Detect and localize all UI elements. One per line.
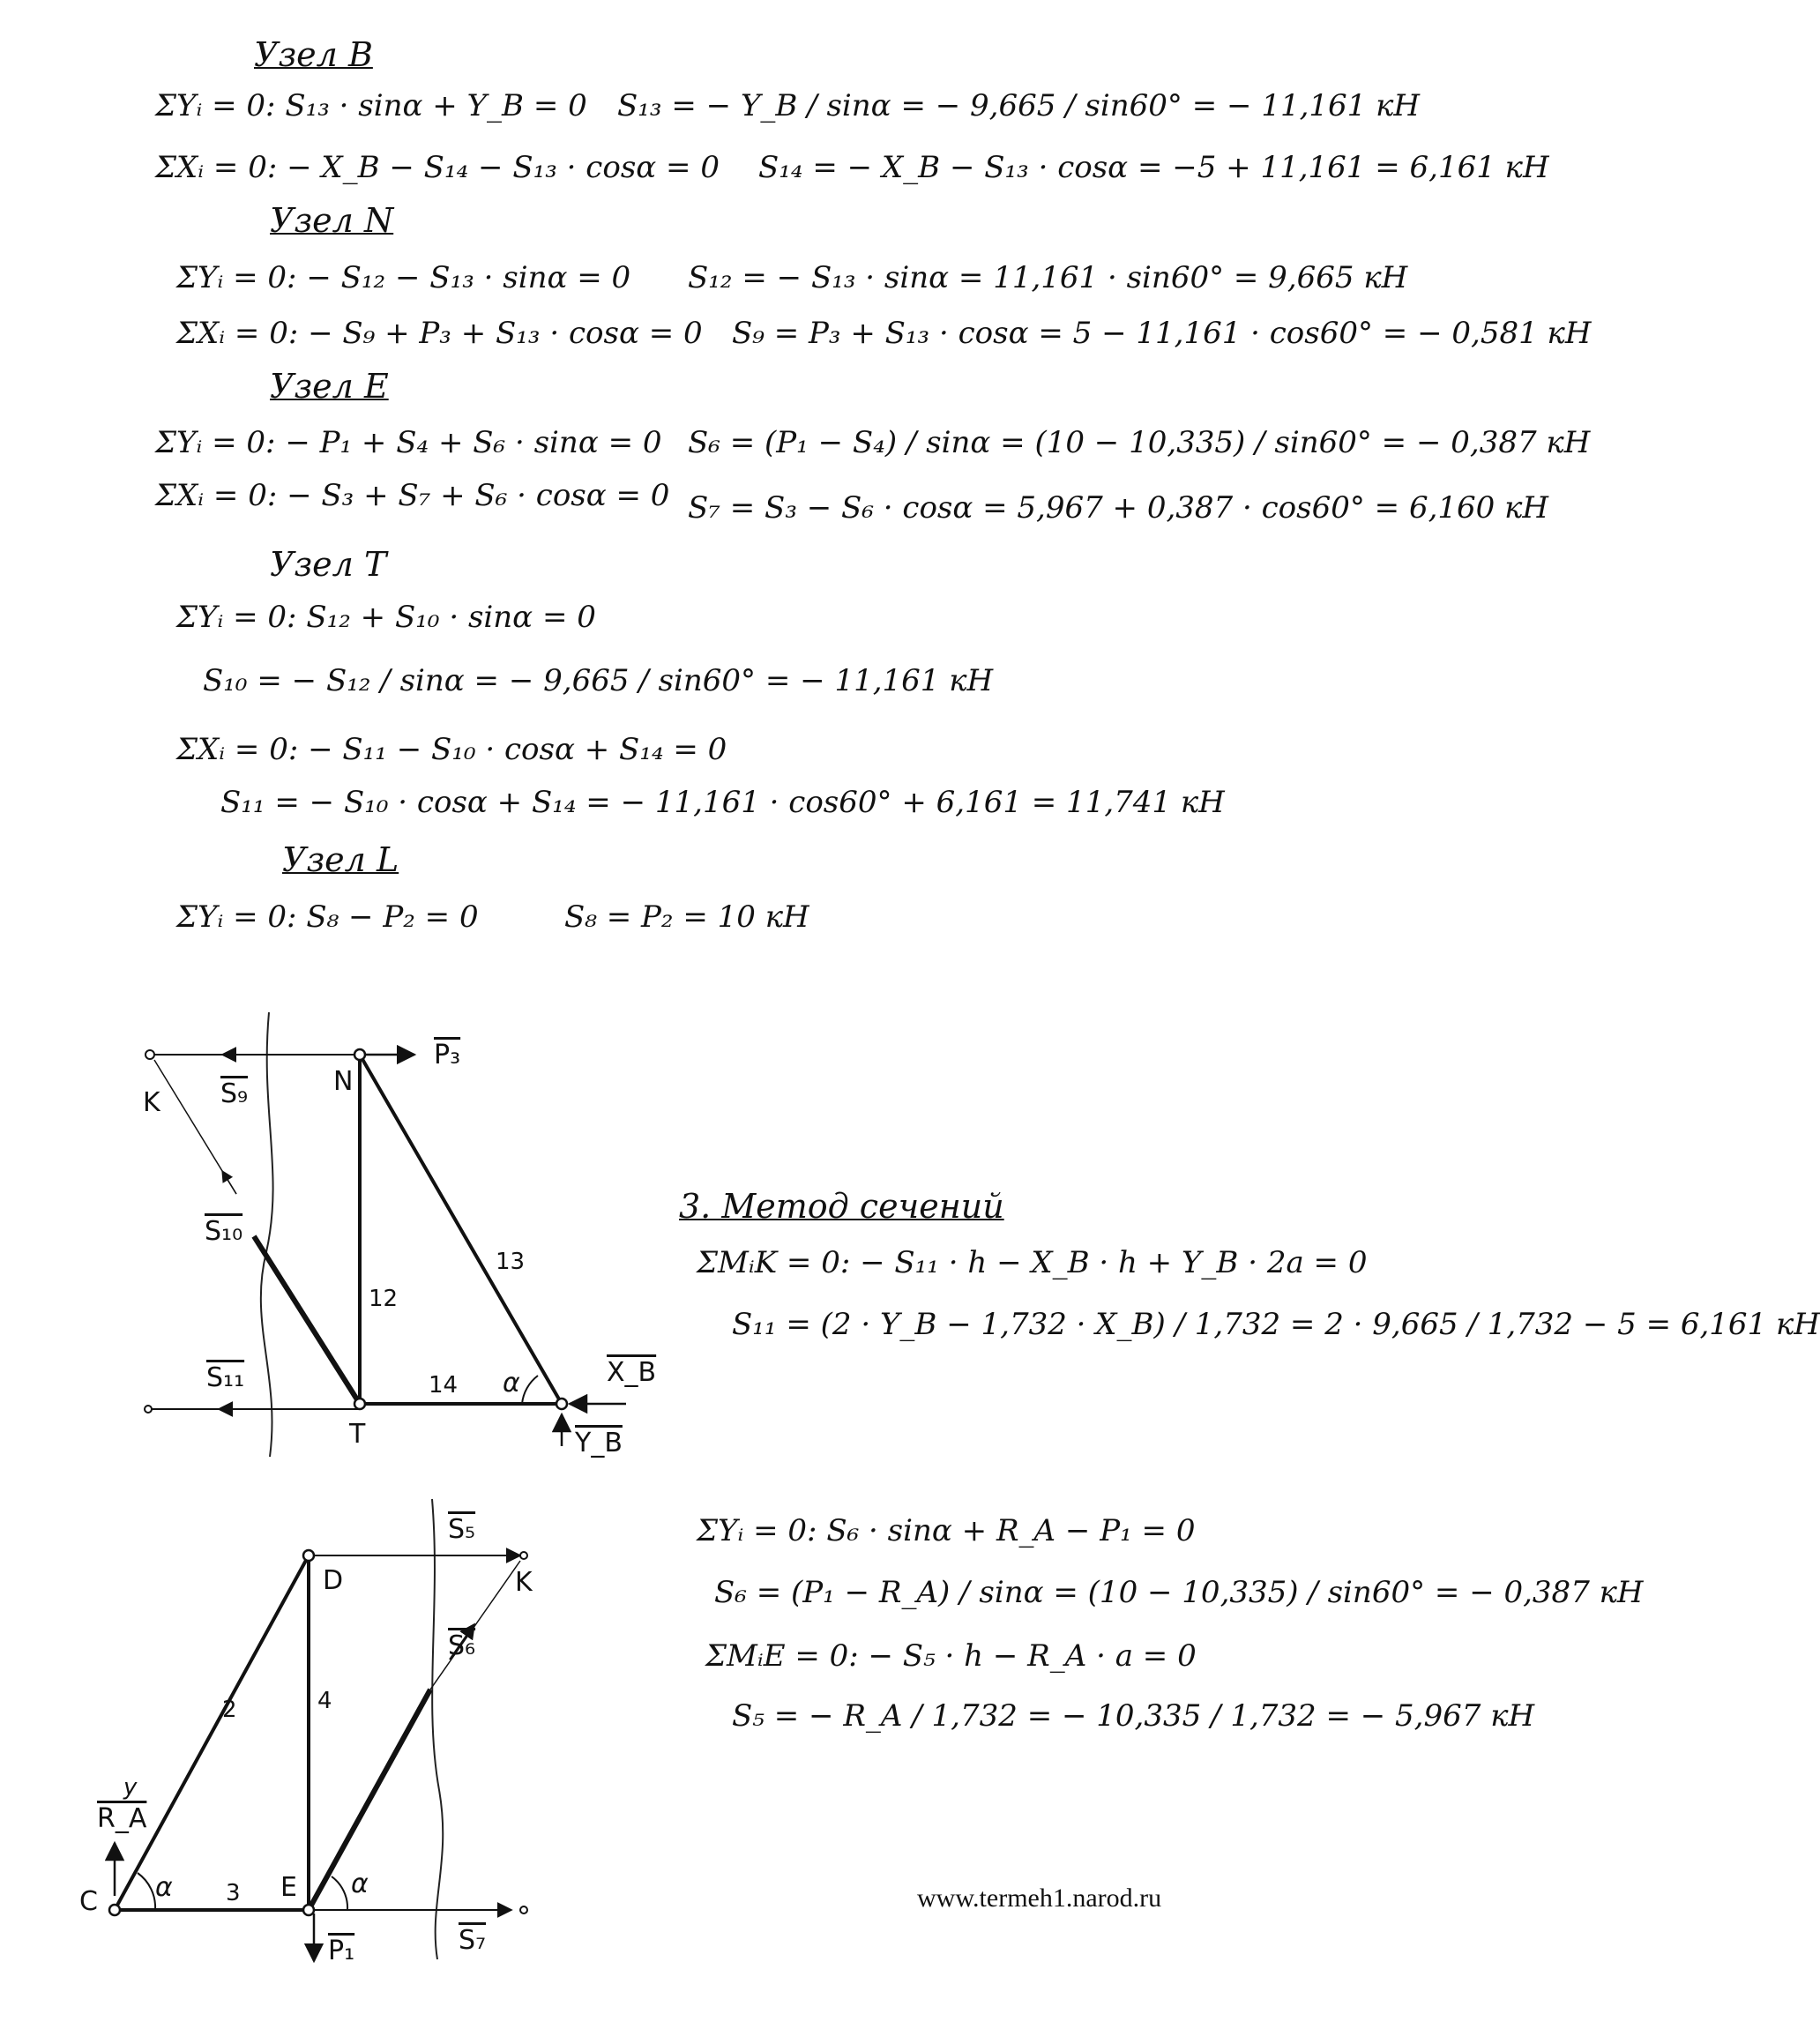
node-left-stub — [145, 1406, 152, 1413]
s10-arrow — [222, 1171, 236, 1194]
method-eq1: ΣMᵢK = 0: − S₁₁ · h − X_B · h + Y_B · 2a = 0 — [697, 1245, 1368, 1280]
section-cut-line-top — [261, 1012, 273, 1457]
label-member-12: 12 — [369, 1286, 399, 1312]
node-n-eq1: ΣYᵢ = 0: − S₁₂ − S₁₃ · sinα = 0 — [176, 260, 631, 295]
label-d: D — [323, 1565, 344, 1596]
node-t — [354, 1399, 365, 1409]
node-c — [109, 1905, 120, 1915]
label-e: E — [280, 1872, 297, 1903]
node-e-title: Узел E — [270, 367, 389, 406]
node-k-top — [145, 1050, 154, 1059]
label-s11: S₁₁ — [206, 1362, 245, 1393]
label-alpha-top: α — [503, 1368, 520, 1399]
label-alpha-e: α — [351, 1869, 369, 1899]
section-cut-line-bottom — [432, 1499, 443, 1959]
label-k-top: K — [143, 1087, 160, 1118]
node-n — [354, 1049, 365, 1060]
footer-url: www.termeh1.narod.ru — [917, 1884, 1162, 1913]
node-b-eq2: ΣXᵢ = 0: − X_B − S₁₄ − S₁₃ · cosα = 0 — [155, 150, 720, 185]
label-y-axis: y — [123, 1774, 138, 1801]
node-e — [303, 1905, 314, 1915]
node-t-eq2: ΣXᵢ = 0: − S₁₁ − S₁₀ · cosα + S₁₄ = 0 — [176, 732, 727, 767]
node-t-res1: S₁₀ = − S₁₂ / sinα = − 9,665 / sin60° = − 11,161 кН — [203, 663, 994, 698]
label-p1: P₁ — [328, 1936, 355, 1966]
node-n-res2: S₉ = P₃ + S₁₃ · cosα = 5 − 11,161 · cos60° = − 0,581 кН — [732, 316, 1592, 351]
node-b-eq1: ΣYᵢ = 0: S₁₃ · sinα + Y_B = 0 — [155, 88, 587, 123]
label-k-bottom: K — [515, 1567, 533, 1598]
node-t-res2: S₁₁ = − S₁₀ · cosα + S₁₄ = − 11,161 · cos60° + 6,161 = 11,741 кН — [220, 785, 1225, 820]
label-member-4: 4 — [317, 1688, 332, 1714]
method-eq2: ΣYᵢ = 0: S₆ · sinα + R_A − P₁ = 0 — [697, 1513, 1196, 1548]
alpha-arc-c — [138, 1873, 155, 1910]
node-e-eq2: ΣXᵢ = 0: − S₃ + S₇ + S₆ · cosα = 0 — [155, 478, 670, 513]
label-s7: S₇ — [459, 1925, 487, 1956]
label-p3: P₃ — [434, 1040, 461, 1070]
bar-6-thick — [309, 1690, 430, 1910]
label-s9: S₉ — [220, 1078, 249, 1109]
bar-2 — [115, 1555, 309, 1910]
node-b-title: Узел B — [254, 35, 373, 74]
label-ra: R_A — [97, 1803, 147, 1834]
label-t: T — [349, 1419, 366, 1450]
label-s6: S₆ — [448, 1630, 476, 1661]
node-t-title: Узел T — [270, 545, 387, 584]
label-member-14: 14 — [429, 1372, 459, 1399]
label-s10: S₁₀ — [205, 1216, 243, 1247]
label-xb: X_B — [607, 1357, 657, 1388]
label-member-2: 2 — [222, 1697, 237, 1723]
node-b — [556, 1399, 567, 1409]
node-n-res1: S₁₂ = − S₁₃ · sinα = 11,161 · sin60° = 9,665 кН — [688, 260, 1408, 295]
label-alpha-c: α — [155, 1872, 173, 1903]
label-n: N — [333, 1066, 354, 1097]
method-res3: S₅ = − R_A / 1,732 = − 10,335 / 1,732 = − 5,967 кН — [732, 1698, 1535, 1734]
node-n-title: Узел N — [270, 201, 394, 240]
bar-13 — [360, 1055, 562, 1404]
method-res2: S₆ = (P₁ − R_A) / sinα = (10 − 10,335) / sin60° = − 0,387 кН — [714, 1575, 1644, 1610]
node-e-res2: S₇ = S₃ − S₆ · cosα = 5,967 + 0,387 · cos60° = 6,160 кН — [688, 490, 1549, 526]
label-member-3: 3 — [226, 1880, 241, 1906]
method-res1: S₁₁ = (2 · Y_B − 1,732 · X_B) / 1,732 = 2 · 9,665 / 1,732 − 5 = 6,161 кН — [732, 1307, 1820, 1342]
alpha-arc-e — [332, 1876, 347, 1910]
label-member-13: 13 — [496, 1249, 526, 1275]
node-l-title: Узел L — [282, 840, 399, 879]
node-e-eq1: ΣYᵢ = 0: − P₁ + S₄ + S₆ · sinα = 0 — [155, 425, 662, 460]
label-yb: Y_B — [575, 1428, 623, 1458]
node-e-res1: S₆ = (P₁ − S₄) / sinα = (10 − 10,335) / sin60° = − 0,387 кН — [688, 425, 1591, 460]
bar-6-thin — [430, 1561, 520, 1690]
label-s5: S₅ — [448, 1514, 476, 1545]
node-l-res1: S₈ = P₂ = 10 кН — [564, 899, 809, 935]
alpha-arc-top — [522, 1376, 538, 1404]
node-d — [303, 1550, 314, 1561]
method-eq3: ΣMᵢE = 0: − S₅ · h − R_A · a = 0 — [705, 1638, 1197, 1674]
node-n-eq2: ΣXᵢ = 0: − S₉ + P₃ + S₁₃ · cosα = 0 — [176, 316, 703, 351]
method-title: 3. Метод сечений — [679, 1187, 1004, 1226]
node-right-stub — [520, 1906, 527, 1913]
label-c: C — [79, 1886, 98, 1917]
node-t-eq1: ΣYᵢ = 0: S₁₂ + S₁₀ · sinα = 0 — [176, 600, 596, 635]
node-l-eq1: ΣYᵢ = 0: S₈ − P₂ = 0 — [176, 899, 479, 935]
node-b-res1: S₁₃ = − Y_B / sinα = − 9,665 / sin60° = − 11,161 кН — [617, 88, 1421, 123]
node-b-res2: S₁₄ = − X_B − S₁₃ · cosα = −5 + 11,161 = 6,161 кН — [758, 150, 1549, 185]
node-k-bottom — [520, 1552, 527, 1559]
